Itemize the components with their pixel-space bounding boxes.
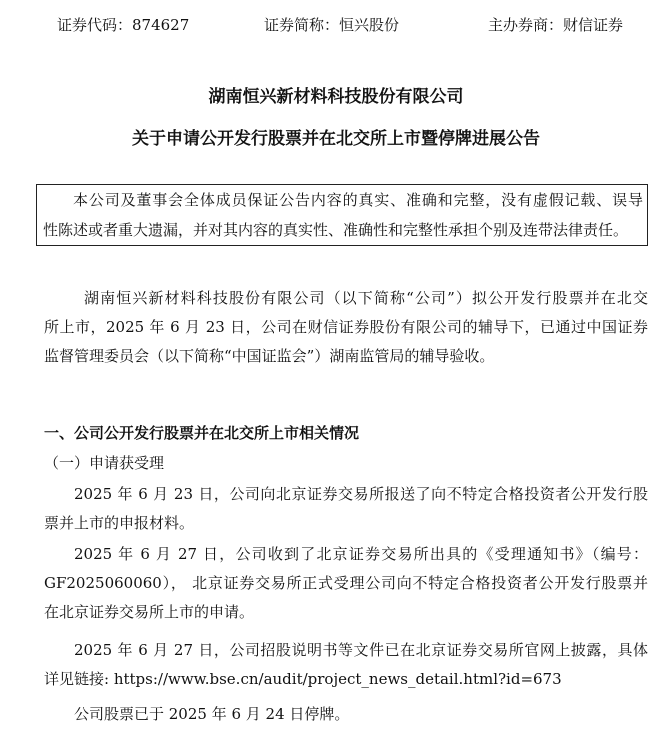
board-guarantee-notice [36, 184, 648, 246]
security-abbreviation: 证券简称：恒兴股份 [264, 16, 400, 34]
paragraph-suspension [44, 700, 648, 729]
document-header [0, 13, 672, 37]
paragraph-line: 2025 年 6 月 27 日，公司收到了北京证券交易所出具的《受理通知书》（编号： [74, 545, 648, 563]
paragraph-line: 在北京证券交易所上市的申请。 [44, 603, 255, 621]
intro-line-1: 湖南恒兴新材料科技股份有限公司（以下简称“公司”）拟公开发行股票并在北交 [84, 289, 648, 307]
company-name-title: 湖南恒兴新材料科技股份有限公司 [208, 87, 464, 107]
paragraph-line: 票并上市的申报材料。 [44, 514, 195, 532]
prospectus-link[interactable]: 详见链接: https://www.bse.cn/audit/project_news_detail.html?id=673 [44, 670, 562, 688]
paragraph-line: 2025 年 6 月 23 日，公司向北京证券交易所报送了向不特定合格投资者公开发行股 [74, 485, 648, 503]
intro-paragraph [44, 284, 648, 371]
paragraph-prospectus [44, 636, 648, 694]
intro-line-3: 监督管理委员会（以下简称“中国证监会”）湖南监管局的辅导验收。 [44, 347, 495, 365]
security-code: 证券代码：874627 [57, 16, 190, 34]
paragraph-line: GF2025060060）， 北京证券交易所正式受理公司向不特定合格投资者公开发行股票并 [44, 574, 648, 592]
announcement-title: 关于申请公开发行股票并在北交所上市暨停牌进展公告 [132, 129, 540, 149]
section-1-subheading: （一）申请获受理 [44, 454, 165, 472]
intro-line-2: 所上市，2025 年 6 月 23 日，公司在财信证券股份有限公司的辅导下，已通过中国证券 [44, 318, 648, 336]
section-1-heading: 一、公司公开发行股票并在北交所上市相关情况 [44, 424, 360, 442]
paragraph-line: 2025 年 6 月 27 日，公司招股说明书等文件已在北京证券交易所官网上披露，具体 [74, 641, 648, 659]
paragraph-acceptance [44, 540, 648, 627]
paragraph-submission [44, 480, 648, 538]
lead-broker: 主办券商：财信证券 [488, 16, 624, 34]
paragraph-line: 公司股票已于 2025 年 6 月 24 日停牌。 [74, 705, 350, 723]
notice-line-1: 本公司及董事会全体成员保证公告内容的真实、准确和完整，没有虚假记载、误导 [73, 191, 643, 209]
notice-line-2: 性陈述或者重大遗漏，并对其内容的真实性、准确性和完整性承担个别及连带法律责任。 [43, 221, 629, 239]
